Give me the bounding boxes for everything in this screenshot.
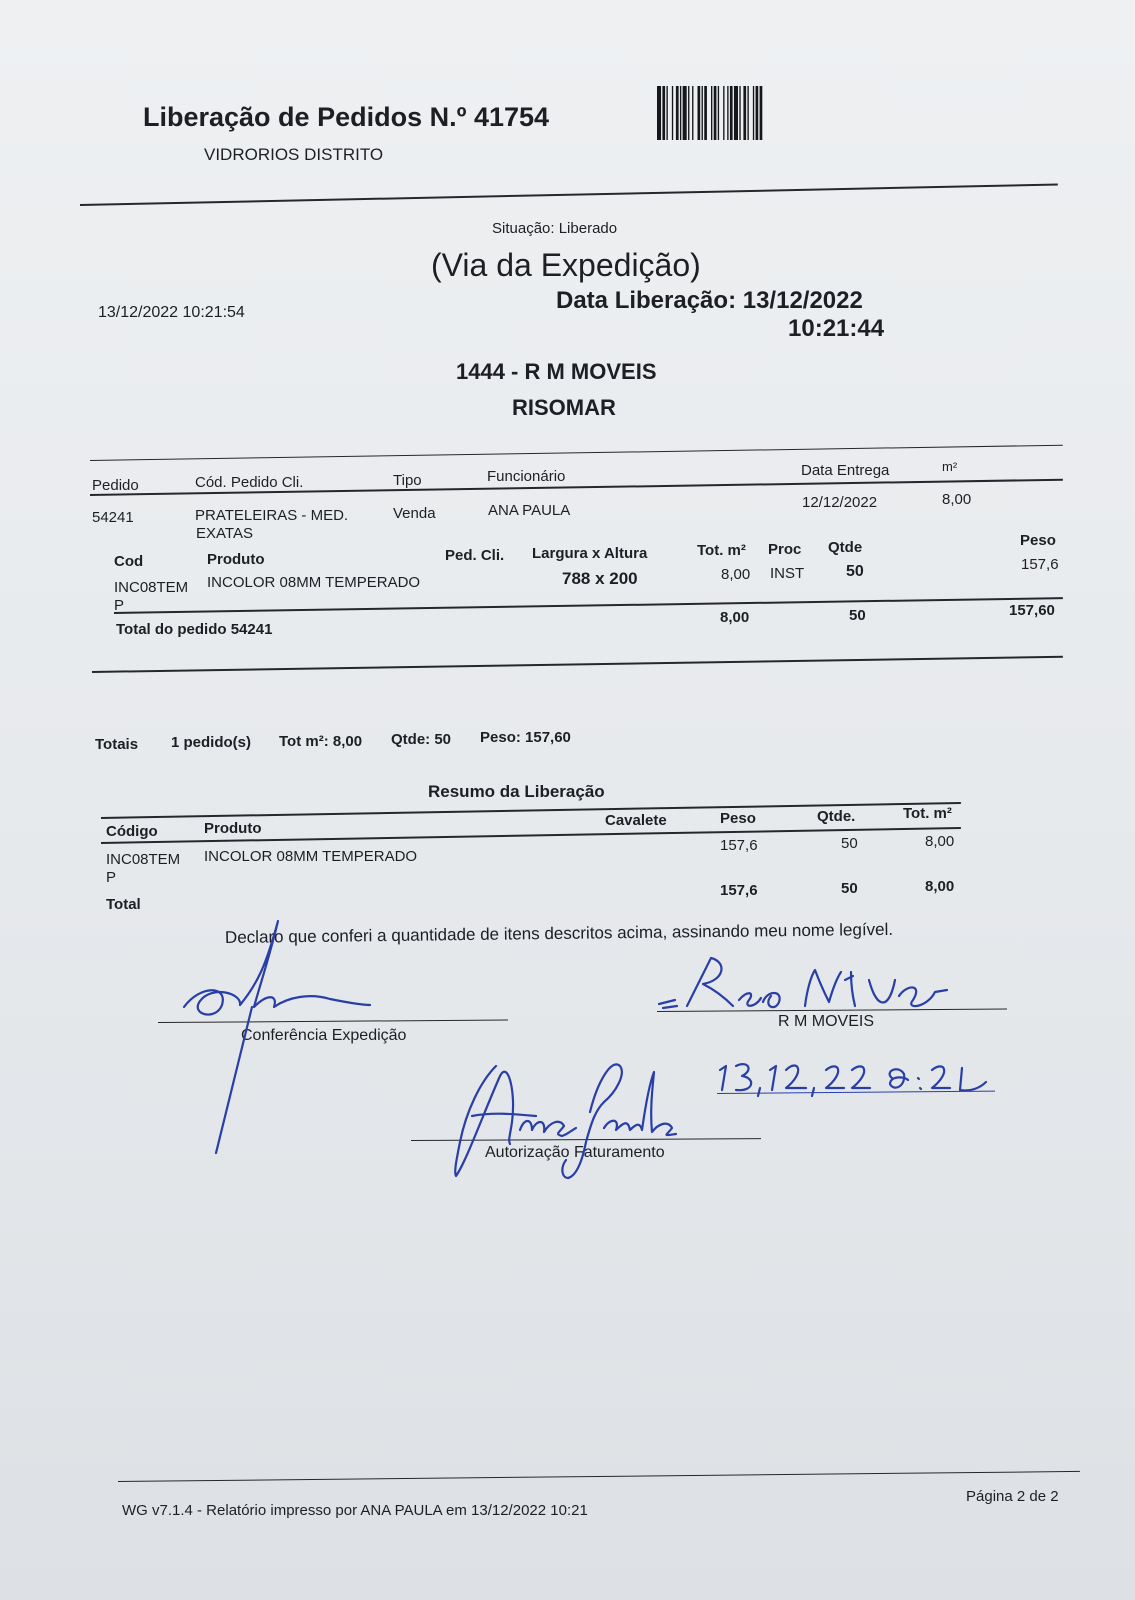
- order-employee: ANA PAULA: [488, 502, 571, 519]
- barcode-bar: [692, 86, 693, 140]
- summary-header-codigo: Código: [106, 823, 158, 840]
- barcode-bar: [714, 86, 717, 140]
- item-header-cod: Cod: [114, 553, 144, 570]
- barcode-bar: [753, 86, 754, 140]
- item-header-proc: Proc: [768, 541, 802, 558]
- item-dimensions: 788 x 200: [562, 569, 638, 588]
- client-alias: RISOMAR: [512, 395, 616, 420]
- item-header-produto: Produto: [207, 551, 265, 568]
- summary-total-qtde: 50: [841, 880, 858, 897]
- declaration-text: Declaro que conferi a quantidade de itens descritos acima, assinando meu nome legível.: [224, 919, 894, 947]
- document-title: Liberação de Pedidos N.º 41754: [143, 102, 550, 132]
- barcode-bar: [727, 86, 728, 140]
- barcode-bar: [747, 86, 748, 140]
- order-total-qtde: 50: [849, 607, 866, 624]
- summary-total-weight: 157,6: [720, 882, 758, 899]
- item-header-tot-m2: Tot. m²: [697, 542, 746, 559]
- signature-expedicao-image: [170, 915, 390, 1165]
- delivery-date: 12/12/2022: [802, 494, 878, 511]
- col-header-pedido: Pedido: [92, 477, 139, 494]
- barcode-bar: [743, 86, 746, 140]
- totals-weight: Peso: 157,60: [480, 729, 571, 746]
- order-type: Venda: [393, 505, 436, 522]
- footer-printed-by: WG v7.1.4 - Relatório impresso por ANA PAULA em 13/12/2022 10:21: [122, 1502, 588, 1519]
- totals-qtde: Qtde: 50: [391, 731, 452, 748]
- order-total-rule: [114, 597, 1063, 614]
- item-header-ped-cli: Ped. Cli.: [445, 547, 505, 564]
- release-time: 10:21:44: [788, 315, 885, 342]
- signature-label-faturamento: Autorização Faturamento: [485, 1144, 665, 1161]
- summary-total-label: Total: [106, 896, 141, 913]
- totals-orders: 1 pedido(s): [171, 734, 252, 751]
- barcode-bar: [730, 86, 733, 140]
- signature-cliente-image: [655, 950, 955, 1020]
- summary-header-qtde: Qtde.: [817, 808, 856, 825]
- header-divider: [80, 184, 1058, 206]
- item-peso: 157,6: [1021, 556, 1059, 573]
- barcode-bar: [698, 86, 701, 140]
- order-total-m2: 8,00: [720, 609, 750, 626]
- barcode-bar: [734, 86, 738, 140]
- client-name: 1444 - R M MOVEIS: [456, 359, 657, 384]
- barcode-image: [657, 86, 829, 140]
- summary-weight: 157,6: [720, 837, 758, 854]
- summary-header-peso: Peso: [720, 810, 756, 827]
- item-code-cont: P: [114, 597, 125, 614]
- barcode-bar: [672, 86, 673, 140]
- barcode-bar: [680, 86, 681, 140]
- barcode-bar: [711, 86, 712, 140]
- summary-code-cont: P: [106, 869, 117, 886]
- barcode-bar: [657, 86, 661, 140]
- item-header-largura-altura: Largura x Altura: [532, 545, 648, 562]
- signature-label-cliente: R M MOVEIS: [778, 1013, 875, 1030]
- col-header-m2: m²: [942, 459, 958, 474]
- barcode-bar: [704, 86, 707, 140]
- order-total-peso: 157,60: [1009, 602, 1055, 619]
- client-order-code: PRATELEIRAS - MED.: [195, 507, 349, 524]
- barcode-bar: [760, 86, 763, 140]
- copy-label: (Via da Expedição): [431, 247, 701, 283]
- totals-m2: Tot m²: 8,00: [279, 733, 363, 750]
- order-number: 54241: [92, 509, 134, 526]
- company-name: VIDRORIOS DISTRITO: [204, 145, 384, 164]
- barcode-bar: [723, 86, 724, 140]
- summary-product: INCOLOR 08MM TEMPERADO: [204, 848, 418, 865]
- barcode-bar: [756, 86, 759, 140]
- barcode-bar: [739, 86, 740, 140]
- col-header-cod-pedido-cli: Cód. Pedido Cli.: [195, 474, 304, 491]
- barcode-bar: [702, 86, 703, 140]
- barcode-bar: [676, 86, 679, 140]
- order-table-top-rule: [90, 445, 1063, 461]
- col-header-tipo: Tipo: [393, 472, 422, 489]
- status-label: Situação: Liberado: [492, 220, 618, 237]
- col-header-data-entrega: Data Entrega: [801, 462, 890, 479]
- totals-label: Totais: [95, 736, 139, 753]
- handwritten-date-image: [714, 1052, 999, 1102]
- item-qtde: 50: [846, 563, 864, 580]
- footer-page-number: Página 2 de 2: [966, 1488, 1059, 1505]
- order-total-label: Total do pedido 54241: [116, 621, 273, 638]
- order-table-bottom-rule: [92, 656, 1063, 673]
- barcode-bar: [718, 86, 719, 140]
- release-date: Data Liberação: 13/12/2022: [556, 287, 863, 314]
- summary-header-cavalete: Cavalete: [605, 812, 667, 829]
- summary-total-m2: 8,00: [925, 878, 955, 895]
- summary-title: Resumo da Liberação: [428, 782, 605, 801]
- summary-code: INC08TEM: [106, 851, 181, 868]
- item-code: INC08TEM: [114, 579, 189, 596]
- footer-divider: [118, 1471, 1080, 1482]
- barcode-bar: [683, 86, 687, 140]
- barcode-bar: [666, 86, 667, 140]
- order-m2: 8,00: [942, 491, 972, 508]
- summary-qtde: 50: [841, 835, 858, 852]
- print-timestamp: 13/12/2022 10:21:54: [98, 304, 245, 321]
- col-header-funcionario: Funcionário: [487, 468, 566, 485]
- signature-faturamento-image: [436, 1052, 696, 1182]
- item-proc: INST: [770, 565, 805, 582]
- item-header-peso: Peso: [1020, 532, 1056, 549]
- item-product: INCOLOR 08MM TEMPERADO: [207, 574, 421, 591]
- barcode-bar: [688, 86, 689, 140]
- signature-label-expedicao: Conferência Expedição: [241, 1027, 407, 1044]
- barcode-bar: [662, 86, 665, 140]
- summary-m2: 8,00: [925, 833, 955, 850]
- summary-header-produto: Produto: [204, 820, 262, 837]
- item-tot-m2: 8,00: [721, 566, 751, 583]
- item-header-qtde: Qtde: [828, 539, 863, 556]
- client-order-code-cont: EXATAS: [196, 525, 253, 542]
- summary-header-tot-m2: Tot. m²: [903, 805, 952, 822]
